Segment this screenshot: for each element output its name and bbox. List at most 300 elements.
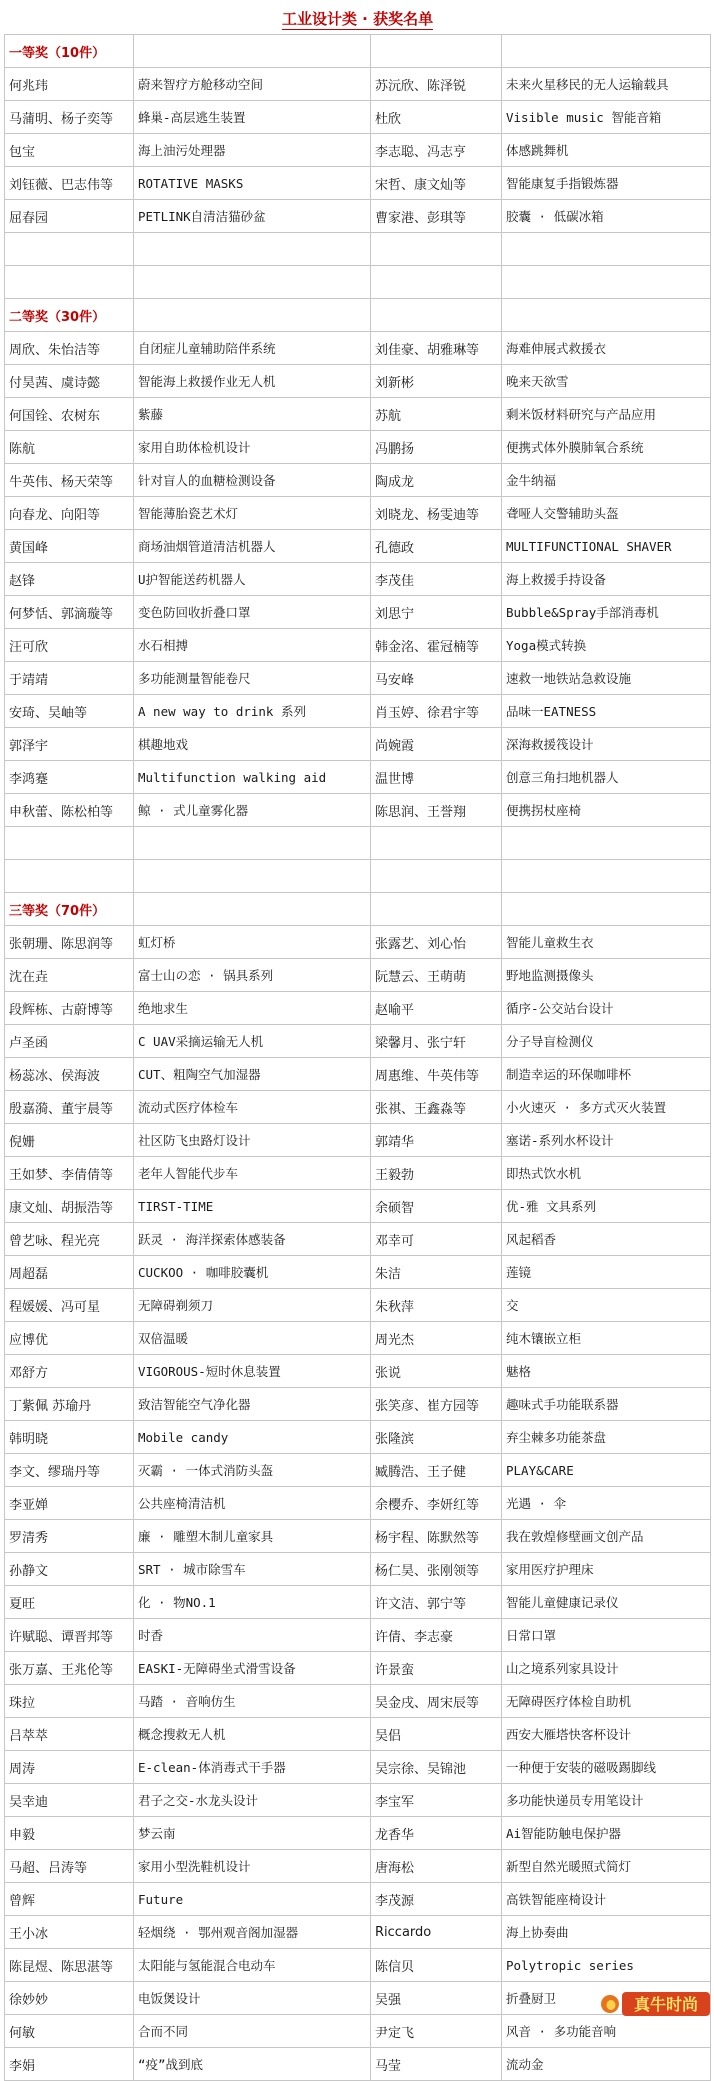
project-name: 便携式体外膜肺氧合系统 [502,431,711,464]
winner-name: 曹家港、彭琪等 [371,200,502,233]
winner-name: 尹定飞 [371,2015,502,2048]
winner-name: 吴宗徐、吴锦池 [371,1751,502,1784]
winner-name: 杜欣 [371,101,502,134]
table-row [5,1883,711,1916]
table-row [5,530,711,563]
winner-name: 安琦、吴岫等 [5,695,134,728]
project-name: 山之境系列家具设计 [502,1652,711,1685]
section-heading: 三等奖（70件） [5,893,134,926]
project-name: 剩米饭材料研究与产品应用 [502,398,711,431]
winner-name: 杨宇程、陈默然等 [371,1520,502,1553]
empty-cell [502,893,711,926]
empty-cell [502,299,711,332]
table-row [5,794,711,827]
winner-name: 许赋聪、谭晋邦等 [5,1619,134,1652]
project-name: 无障碍医疗体检自助机 [502,1685,711,1718]
project-name: 蔚来智疗方舱移动空间 [134,68,371,101]
table-row [5,1685,711,1718]
project-name: 君子之交-水龙头设计 [134,1784,371,1817]
winner-name: 张万嘉、王兆伦等 [5,1652,134,1685]
table-row [5,629,711,662]
table-row [5,1190,711,1223]
project-name: 即热式饮水机 [502,1157,711,1190]
winner-name: 温世博 [371,761,502,794]
winner-name: 孔德政 [371,530,502,563]
project-name: 多功能快递员专用笔设计 [502,1784,711,1817]
project-name: SRT · 城市除雪车 [134,1553,371,1586]
winner-name: 牛英伟、杨天荣等 [5,464,134,497]
project-name: 智能康复手指锻炼器 [502,167,711,200]
project-name: 海上救援手持设备 [502,563,711,596]
table-row [5,1421,711,1454]
project-name: 合而不同 [134,2015,371,2048]
project-name: 制造幸运的环保咖啡杯 [502,1058,711,1091]
empty-cell [5,860,134,893]
winner-name: 周涛 [5,1751,134,1784]
table-row [5,1718,711,1751]
empty-cell [502,860,711,893]
project-name: 家用自助体检机设计 [134,431,371,464]
title-row [5,4,711,35]
winner-name: 马超、吕涛等 [5,1850,134,1883]
table-row [5,1355,711,1388]
winner-name: 珠拉 [5,1685,134,1718]
project-name: 家用医疗护理床 [502,1553,711,1586]
project-name: C UAV采摘运输无人机 [134,1025,371,1058]
winner-name: 韩金洺、霍冠楠等 [371,629,502,662]
empty-cell [371,860,502,893]
project-name: PLAY&CARE [502,1454,711,1487]
empty-cell [5,233,134,266]
project-name: 塞诺-系列水杯设计 [502,1124,711,1157]
project-name: 聋哑人交警辅助头盔 [502,497,711,530]
winner-name: 宋哲、康文灿等 [371,167,502,200]
winner-name: 李亚婵 [5,1487,134,1520]
project-name: 商场油烟管道清洁机器人 [134,530,371,563]
winner-name: 苏航 [371,398,502,431]
winner-name: 苏沅欣、陈泽锐 [371,68,502,101]
winner-name: 龙香华 [371,1817,502,1850]
project-name: 蜂巢-高层逃生装置 [134,101,371,134]
winner-name: 张说 [371,1355,502,1388]
project-name: 体感跳舞机 [502,134,711,167]
winner-name: 梁馨月、张宁轩 [371,1025,502,1058]
winner-name: 刘晓龙、杨雯迪等 [371,497,502,530]
winner-name: 孙静文 [5,1553,134,1586]
table-row [5,1454,711,1487]
empty-cell [134,893,371,926]
project-name: 品味一EATNESS [502,695,711,728]
table-row [5,662,711,695]
winner-name: 王小冰 [5,1916,134,1949]
project-name: 深海救援筏设计 [502,728,711,761]
winner-name: 张隆滨 [371,1421,502,1454]
project-name: VIGOROUS-短时休息装置 [134,1355,371,1388]
winner-name: 郭靖华 [371,1124,502,1157]
project-name: 双倍温暖 [134,1322,371,1355]
winner-name: 申毅 [5,1817,134,1850]
winner-name: 倪姗 [5,1124,134,1157]
winner-name: 周欣、朱怡洁等 [5,332,134,365]
winner-name: 韩明晓 [5,1421,134,1454]
section-heading: 二等奖（30件） [5,299,134,332]
winner-name: 殷嘉漪、董宇晨等 [5,1091,134,1124]
table-row [5,68,711,101]
winner-name: 张笑彦、崔方园等 [371,1388,502,1421]
winner-name: 许文洁、郭宁等 [371,1586,502,1619]
table-row [5,1223,711,1256]
winner-name: Riccardo [371,1916,502,1949]
project-name: 廉 · 雕塑木制儿童家具 [134,1520,371,1553]
winner-name: 何梦恬、郭滴璇等 [5,596,134,629]
winner-name: 向春龙、向阳等 [5,497,134,530]
winner-name: 于靖靖 [5,662,134,695]
winner-name: 陶成龙 [371,464,502,497]
spacer-row [5,233,711,266]
table-row [5,101,711,134]
winner-name: 王毅勃 [371,1157,502,1190]
project-name: 梦云南 [134,1817,371,1850]
winner-name: 吕萃萃 [5,1718,134,1751]
table-row [5,1388,711,1421]
winner-name: 杨蕊冰、侯海波 [5,1058,134,1091]
table-row [5,1091,711,1124]
table-row [5,431,711,464]
project-name: 日常口罩 [502,1619,711,1652]
table-row [5,695,711,728]
empty-cell [371,266,502,299]
project-name: 便携拐杖座椅 [502,794,711,827]
project-name: PETLINK自清洁猫砂盆 [134,200,371,233]
project-name: 海难伸展式救援衣 [502,332,711,365]
project-name: U护智能送药机器人 [134,563,371,596]
project-name: 智能儿童健康记录仪 [502,1586,711,1619]
table-row [5,497,711,530]
winner-name: 何敏 [5,2015,134,2048]
project-name: ROTATIVE MASKS [134,167,371,200]
table-row [5,563,711,596]
project-name: 自闭症儿童辅助陪伴系统 [134,332,371,365]
winner-name: 李茂佳 [371,563,502,596]
project-name: 循序-公交站台设计 [502,992,711,1025]
winner-name: 张露艺、刘心怡 [371,926,502,959]
winner-name: 臧腾浩、王子健 [371,1454,502,1487]
winner-name: 沈在垚 [5,959,134,992]
project-name: 变色防回收折叠口罩 [134,596,371,629]
winner-name: 付昊茜、虞诗懿 [5,365,134,398]
winner-name: 李志聪、冯志亨 [371,134,502,167]
project-name: 智能薄胎瓷艺术灯 [134,497,371,530]
project-name: Mobile candy [134,1421,371,1454]
project-name: 风音 · 多功能音响 [502,2015,711,2048]
winner-name: 李娟 [5,2048,134,2081]
project-name: 小火速灭 · 多方式灭火装置 [502,1091,711,1124]
project-name: 胶囊 · 低碳冰箱 [502,200,711,233]
project-name: 优-雅 文具系列 [502,1190,711,1223]
title-cell [5,4,711,35]
table-row [5,398,711,431]
table-row [5,992,711,1025]
watermark-logo [600,1987,712,2021]
project-name: 野地监测摄像头 [502,959,711,992]
winner-name: 邓幸可 [371,1223,502,1256]
winner-name: 刘新彬 [371,365,502,398]
spacer-row [5,266,711,299]
table-row [5,1949,711,1982]
project-name: Visible music 智能音箱 [502,101,711,134]
winner-name: 吴幸迪 [5,1784,134,1817]
winner-name: 卢圣函 [5,1025,134,1058]
winner-name: 夏旺 [5,1586,134,1619]
winner-name: 吴侣 [371,1718,502,1751]
winner-name: 李鸿蹇 [5,761,134,794]
project-name: Ai智能防触电保护器 [502,1817,711,1850]
project-name: 新型自然光暖照式简灯 [502,1850,711,1883]
project-name: Future [134,1883,371,1916]
winner-name: 曾艺咏、程光亮 [5,1223,134,1256]
project-name: 灭霸 · 一体式消防头盔 [134,1454,371,1487]
table-row [5,1256,711,1289]
empty-cell [134,35,371,68]
spacer-row [5,860,711,893]
project-name: E-clean-体消毒式干手器 [134,1751,371,1784]
winner-name: 汪可欣 [5,629,134,662]
project-name: 我在敦煌修壁画文创产品 [502,1520,711,1553]
winner-name: 张朝珊、陈思润等 [5,926,134,959]
winner-name: 周超磊 [5,1256,134,1289]
winner-name: 朱洁 [371,1256,502,1289]
table-row [5,464,711,497]
empty-cell [5,827,134,860]
winner-name: 康文灿、胡振浩等 [5,1190,134,1223]
winner-name: 阮慧云、王萌萌 [371,959,502,992]
project-name: 老年人智能代步车 [134,1157,371,1190]
winner-name: 段辉栋、古蔚博等 [5,992,134,1025]
table-row [5,365,711,398]
project-name: MULTIFUNCTIONAL SHAVER [502,530,711,563]
project-name: 晚来天欲雪 [502,365,711,398]
table-row [5,1817,711,1850]
project-name: 分子导盲检测仪 [502,1025,711,1058]
winner-name: 李文、缪瑞丹等 [5,1454,134,1487]
project-name: 高铁智能座椅设计 [502,1883,711,1916]
project-name: 魅格 [502,1355,711,1388]
table-row [5,1124,711,1157]
award-table-body [5,4,711,2081]
winner-name: 马莹 [371,2048,502,2081]
empty-cell [134,233,371,266]
table-row [5,200,711,233]
table-row [5,761,711,794]
winner-name: 申秋蕾、陈松柏等 [5,794,134,827]
table-row [5,959,711,992]
project-name: 富士山の恋 · 锅具系列 [134,959,371,992]
project-name: 金牛纳福 [502,464,711,497]
project-name: 一种便于安装的磁吸踢脚线 [502,1751,711,1784]
winner-name: 许景蛮 [371,1652,502,1685]
project-name: Bubble&Spray手部消毒机 [502,596,711,629]
project-name: 时香 [134,1619,371,1652]
empty-cell [134,827,371,860]
winner-name: 许倩、李志豪 [371,1619,502,1652]
section-heading: 一等奖（10件） [5,35,134,68]
empty-cell [134,860,371,893]
empty-cell [502,233,711,266]
table-row [5,2048,711,2081]
table-row [5,596,711,629]
empty-cell [502,35,711,68]
winner-name: 郭泽宇 [5,728,134,761]
empty-cell [5,266,134,299]
page-title: 工业设计类 · 获奖名单 [281,10,434,28]
empty-cell [371,893,502,926]
award-list-sheet [4,4,710,2081]
winner-name: 陈思润、王誉翔 [371,794,502,827]
project-name: 虹灯桥 [134,926,371,959]
table-row [5,1058,711,1091]
winner-name: 曾辉 [5,1883,134,1916]
project-name: 化 · 物NO.1 [134,1586,371,1619]
winner-name: 何兆玮 [5,68,134,101]
project-name: Polytropic series [502,1949,711,1982]
watermark-text: 真牛时尚 [633,1995,699,2014]
winner-name: 杨仁昊、张刚领等 [371,1553,502,1586]
winner-name: 赵锋 [5,563,134,596]
winner-name: 尚婉霞 [371,728,502,761]
project-name: 公共座椅清洁机 [134,1487,371,1520]
project-name: 绝地求生 [134,992,371,1025]
section-heading-row [5,893,711,926]
table-row [5,1784,711,1817]
winner-name: 朱秋萍 [371,1289,502,1322]
project-name: Yoga模式转换 [502,629,711,662]
winner-name: 马安峰 [371,662,502,695]
project-name: 风起稻香 [502,1223,711,1256]
project-name: “疫”战到底 [134,2048,371,2081]
project-name: 致洁智能空气净化器 [134,1388,371,1421]
project-name: A new way to drink 系列 [134,695,371,728]
empty-cell [134,299,371,332]
winner-name: 张祺、王鑫淼等 [371,1091,502,1124]
empty-cell [502,266,711,299]
project-name: 交 [502,1289,711,1322]
winner-name: 黄国峰 [5,530,134,563]
table-row [5,1619,711,1652]
winner-name: 李宝军 [371,1784,502,1817]
winner-name: 罗清秀 [5,1520,134,1553]
project-name: 纯木镶嵌立柜 [502,1322,711,1355]
winner-name: 余樱乔、李妍红等 [371,1487,502,1520]
project-name: 智能海上救援作业无人机 [134,365,371,398]
project-name: 多功能测量智能卷尺 [134,662,371,695]
project-name: 莲镜 [502,1256,711,1289]
winner-name: 应博优 [5,1322,134,1355]
award-table [4,4,711,2081]
project-name: 流动金 [502,2048,711,2081]
empty-cell [502,827,711,860]
project-name: 无障碍剃须刀 [134,1289,371,1322]
winner-name: 唐海松 [371,1850,502,1883]
project-name: 智能儿童救生衣 [502,926,711,959]
winner-name: 吴金戌、周宋辰等 [371,1685,502,1718]
table-row [5,332,711,365]
table-row [5,1586,711,1619]
project-name: EASKI-无障碍坐式滑雪设备 [134,1652,371,1685]
project-name: 海上协奏曲 [502,1916,711,1949]
winner-name: 程媛媛、冯可星 [5,1289,134,1322]
table-row [5,167,711,200]
project-name: 水石相搏 [134,629,371,662]
winner-name: 周光杰 [371,1322,502,1355]
project-name: 跃灵 · 海洋探索体感装备 [134,1223,371,1256]
project-name: 马踏 · 音响仿生 [134,1685,371,1718]
project-name: 西安大雁塔快客杯设计 [502,1718,711,1751]
project-name: 趣味式手功能联系器 [502,1388,711,1421]
table-row [5,926,711,959]
project-name: 流动式医疗体检车 [134,1091,371,1124]
winner-name: 刘思宁 [371,596,502,629]
winner-name: 冯鹏扬 [371,431,502,464]
winner-name: 吴强 [371,1982,502,2015]
project-name: CUT、粗陶空气加湿器 [134,1058,371,1091]
project-name: CUCKOO · 咖啡胶囊机 [134,1256,371,1289]
winner-name: 丁紫佩 苏瑜丹 [5,1388,134,1421]
table-row [5,1850,711,1883]
project-name: 速救一地铁站急救设施 [502,662,711,695]
table-row [5,134,711,167]
winner-name: 赵喻平 [371,992,502,1025]
winner-name: 包宝 [5,134,134,167]
empty-cell [371,35,502,68]
project-name: 针对盲人的血糖检测设备 [134,464,371,497]
table-row [5,1322,711,1355]
section-heading-row [5,299,711,332]
winner-name: 陈信贝 [371,1949,502,1982]
project-name: 折叠厨卫 [502,1982,711,2015]
table-row [5,1157,711,1190]
project-name: 光遇 · 伞 [502,1487,711,1520]
project-name: 创意三角扫地机器人 [502,761,711,794]
winner-name: 刘佳豪、胡雅琳等 [371,332,502,365]
project-name: 海上油污处理器 [134,134,371,167]
project-name: 轻烟绕 · 鄂州观音阁加湿器 [134,1916,371,1949]
table-row [5,1520,711,1553]
project-name: 未来火星移民的无人运输载具 [502,68,711,101]
table-row [5,1025,711,1058]
project-name: 弃尘棘多功能茶盘 [502,1421,711,1454]
winner-name: 周惠维、牛英伟等 [371,1058,502,1091]
section-heading-row [5,35,711,68]
project-name: 家用小型洗鞋机设计 [134,1850,371,1883]
project-name: Multifunction walking aid [134,761,371,794]
winner-name: 陈航 [5,431,134,464]
table-row [5,1553,711,1586]
table-row [5,1916,711,1949]
table-row [5,1751,711,1784]
project-name: 鲸 · 式儿童雾化器 [134,794,371,827]
winner-name: 李茂源 [371,1883,502,1916]
project-name: 电饭煲设计 [134,1982,371,2015]
winner-name: 余硕智 [371,1190,502,1223]
winner-name: 何国铨、农树东 [5,398,134,431]
winner-name: 刘钰薇、巴志伟等 [5,167,134,200]
project-name: 棋趣地戏 [134,728,371,761]
winner-name: 肖玉婷、徐君宇等 [371,695,502,728]
winner-name: 陈昆煜、陈思湛等 [5,1949,134,1982]
project-name: 社区防飞虫路灯设计 [134,1124,371,1157]
winner-name: 王如梦、李倩倩等 [5,1157,134,1190]
empty-cell [134,266,371,299]
